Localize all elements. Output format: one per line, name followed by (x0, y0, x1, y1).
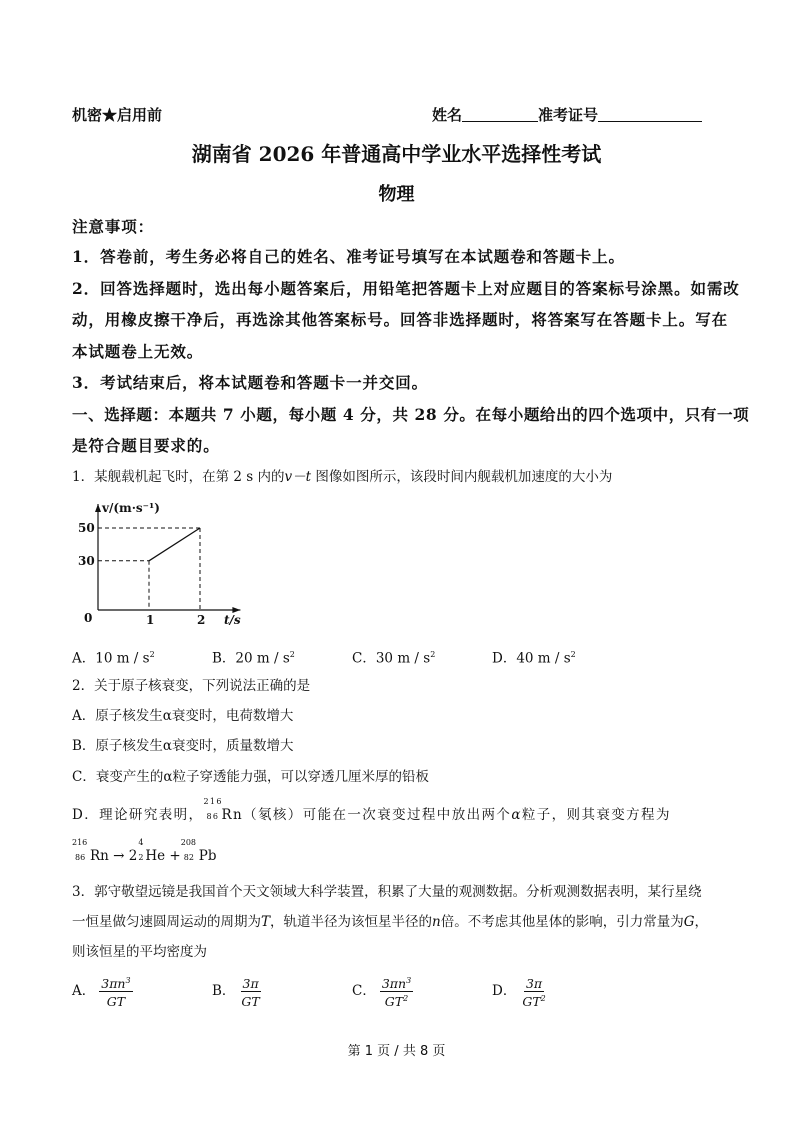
q1-option-b-label: B． (212, 650, 236, 667)
q1-option-b[interactable]: B．20 m / $s^2$ (212, 650, 295, 667)
confidential-label: 机密★启用前 (72, 106, 163, 124)
eq-arrow: → 2 (113, 848, 138, 864)
y-axis-label: v/(m·s⁻¹) (102, 501, 160, 515)
x-tick-1: 1 (146, 613, 155, 627)
subject-title: 物理 (378, 184, 415, 205)
eq-lead-symbol: Pb (198, 848, 217, 864)
vt-graph-plot (78, 501, 241, 627)
notice-item-2-line-3: 本试题卷上无效。 (72, 342, 204, 361)
exam-title: 湖南省 2026 年普通高中学业水平选择性考试 (191, 142, 602, 166)
question-3-line-2 (72, 912, 708, 932)
q3-option-b-label: B． (212, 983, 236, 1000)
q3-option-d-numerator: 3π (525, 976, 543, 992)
eq-helium-symbol: He + (145, 848, 181, 864)
question-1-options (72, 645, 576, 669)
radon-mass-number: 216 (203, 797, 223, 806)
notice-item-2-line-2: 动，用橡皮擦干净后，再选涂其他答案标号。回答非选择题时，将答案写在答题卡上。写在 (72, 310, 729, 329)
q1-option-a[interactable]: A．10 m / $s^2$ (72, 650, 155, 667)
question-3-line-2-part-2: ，轨道半径为该恒星半径的 (270, 914, 433, 930)
q1-option-c-text: 30 m / s (375, 650, 431, 667)
radon-atomic-number: 86 (206, 812, 220, 821)
question-1-stem (72, 467, 612, 487)
q2-option-d[interactable] (72, 797, 671, 825)
eq-helium (137, 838, 181, 866)
q3-option-b-denominator: GT (241, 994, 260, 1010)
vt-graph (72, 496, 252, 630)
question-3-line-2-part-3: 倍。不考虑其他星体的影响，引力常量为 (440, 914, 684, 930)
symbol-G: G (683, 914, 695, 930)
origin-label: 0 (84, 611, 93, 625)
q2-option-d-part-3: 粒子，则其衰变方程为 (521, 807, 671, 823)
decay-equation (72, 838, 217, 866)
symbol-T: T (261, 914, 271, 930)
candidate-info (432, 104, 702, 125)
q3-option-b[interactable] (212, 974, 352, 1009)
eq-lead (180, 838, 217, 866)
y-axis-arrow (95, 504, 101, 512)
q2-option-d-part-1: D．理论研究表明， (72, 807, 204, 823)
q3-option-c-numerator: 3πn (381, 976, 407, 992)
eq-helium-z: 2 (138, 853, 144, 862)
q3-option-a-fraction (99, 974, 132, 1009)
q3-option-c-denominator: GT (384, 994, 404, 1010)
eq-helium-mass: 4 (138, 838, 144, 847)
section-1-heading-line-2: 是符合题目要求的。 (72, 436, 220, 455)
q3-option-c[interactable] (352, 974, 492, 1009)
y-tick-30: 30 (78, 553, 95, 568)
q3-option-c-fraction (380, 974, 413, 1009)
q3-option-a[interactable] (72, 974, 212, 1009)
q3-option-d-label: D． (492, 983, 517, 1000)
q3-option-a-num-exp: 3 (125, 976, 131, 985)
page-footer: 第 1 页 / 共 8 页 (347, 1044, 446, 1059)
id-field[interactable] (598, 107, 702, 122)
question-1-symbol: v－t (284, 469, 312, 485)
question-3-line-2-part-4: ， (694, 914, 709, 930)
q3-option-b-numerator: 3π (242, 976, 259, 992)
q3-option-d[interactable] (492, 974, 548, 1009)
name-field[interactable] (462, 107, 538, 122)
q3-option-a-numerator: 3πn (101, 976, 126, 992)
q3-option-d-denominator: GT (522, 994, 541, 1010)
eq-lead-z: 82 (183, 853, 194, 862)
q2-option-d-part-2: （氡核）可能在一次衰变过程中放出两个 (243, 807, 512, 823)
x-axis-label: t/s (224, 613, 241, 627)
notice-item-1: 1．答卷前，考生务必将自己的姓名、准考证号填写在本试题卷和答题卡上。 (72, 247, 625, 266)
q3-option-c-num-exp: 3 (406, 976, 412, 985)
question-3-line-2-part-1: 一恒星做匀速圆周运动的周期为 (72, 914, 261, 930)
y-tick-50: 50 (78, 521, 95, 535)
q3-option-d-den-exp: 2 (540, 994, 546, 1004)
question-1-stem-part-1: 1．某舰载机起飞时，在第 2 s 内的 (72, 469, 285, 485)
q1-option-a-label: A． (72, 650, 96, 667)
id-label: 准考证号 (538, 106, 599, 124)
x-tick-2: 2 (197, 613, 206, 627)
name-label: 姓名 (432, 106, 463, 124)
eq-lead-mass: 208 (180, 838, 197, 847)
q1-option-d-label: D． (492, 650, 517, 667)
notice-heading: 注意事项： (72, 217, 155, 236)
notice-item-2-line-1: 2．回答选择题时，选出每小题答案后，用铅笔把答题卡上对应题目的答案标号涂黑。如需改 (72, 279, 740, 298)
alpha-symbol: α (511, 807, 522, 823)
eq-radon-symbol: Rn (90, 848, 109, 864)
q3-option-c-den-exp: 2 (403, 994, 409, 1004)
q2-option-b[interactable]: B．原子核发生α衰变时，质量数增大 (72, 738, 294, 754)
symbol-n: n (432, 914, 441, 930)
q1-option-c[interactable]: C．30 m / $s^2$ (352, 650, 436, 667)
q1-option-d[interactable]: D．40 m / $s^2$ (492, 650, 576, 667)
question-3-line-1: 3．郭守敬望远镜是我国首个天文领域大科学装置，积累了大量的观测数据。分析观测数据表明，某行星绕 (72, 884, 702, 900)
eq-radon-mass: 216 (72, 838, 88, 847)
eq-radon-z: 86 (75, 853, 86, 862)
eq-radon (72, 838, 109, 866)
radon-nuclide (203, 797, 244, 825)
notice-item-3: 3．考试结束后，将本试题卷和答题卡一并交回。 (72, 373, 429, 392)
q3-option-b-fraction (239, 974, 261, 1009)
question-3-options (72, 974, 548, 1009)
q2-option-c[interactable]: C．衰变产生的α粒子穿透能力强，可以穿透几厘米厚的铅板 (72, 769, 429, 785)
q1-option-b-text: 20 m / s (235, 650, 290, 667)
data-line (149, 528, 200, 561)
q1-option-a-text: 10 m / s (95, 650, 150, 667)
radon-symbol: Rn (221, 807, 244, 823)
question-2-stem: 2．关于原子核衰变，下列说法正确的是 (72, 678, 311, 694)
q1-option-d-text: 40 m / s (516, 650, 571, 667)
section-1-heading-line-1: 一、选择题：本题共 7 小题，每小题 4 分，共 28 分。在每小题给出的四个选项中，只有一项 (72, 405, 750, 424)
question-1-stem-part-2: 图像如图所示，该段时间内舰载机加速度的大小为 (311, 469, 613, 485)
q3-option-d-fraction (520, 974, 547, 1009)
question-3-line-3: 则该恒星的平均密度为 (72, 944, 207, 960)
q3-option-c-label: C． (352, 983, 376, 1000)
q3-option-a-label: A． (72, 983, 96, 1000)
q2-option-a[interactable]: A．原子核发生α衰变时，电荷数增大 (72, 708, 294, 724)
q3-option-a-denominator: GT (106, 994, 126, 1010)
q1-option-c-label: C． (352, 650, 376, 667)
